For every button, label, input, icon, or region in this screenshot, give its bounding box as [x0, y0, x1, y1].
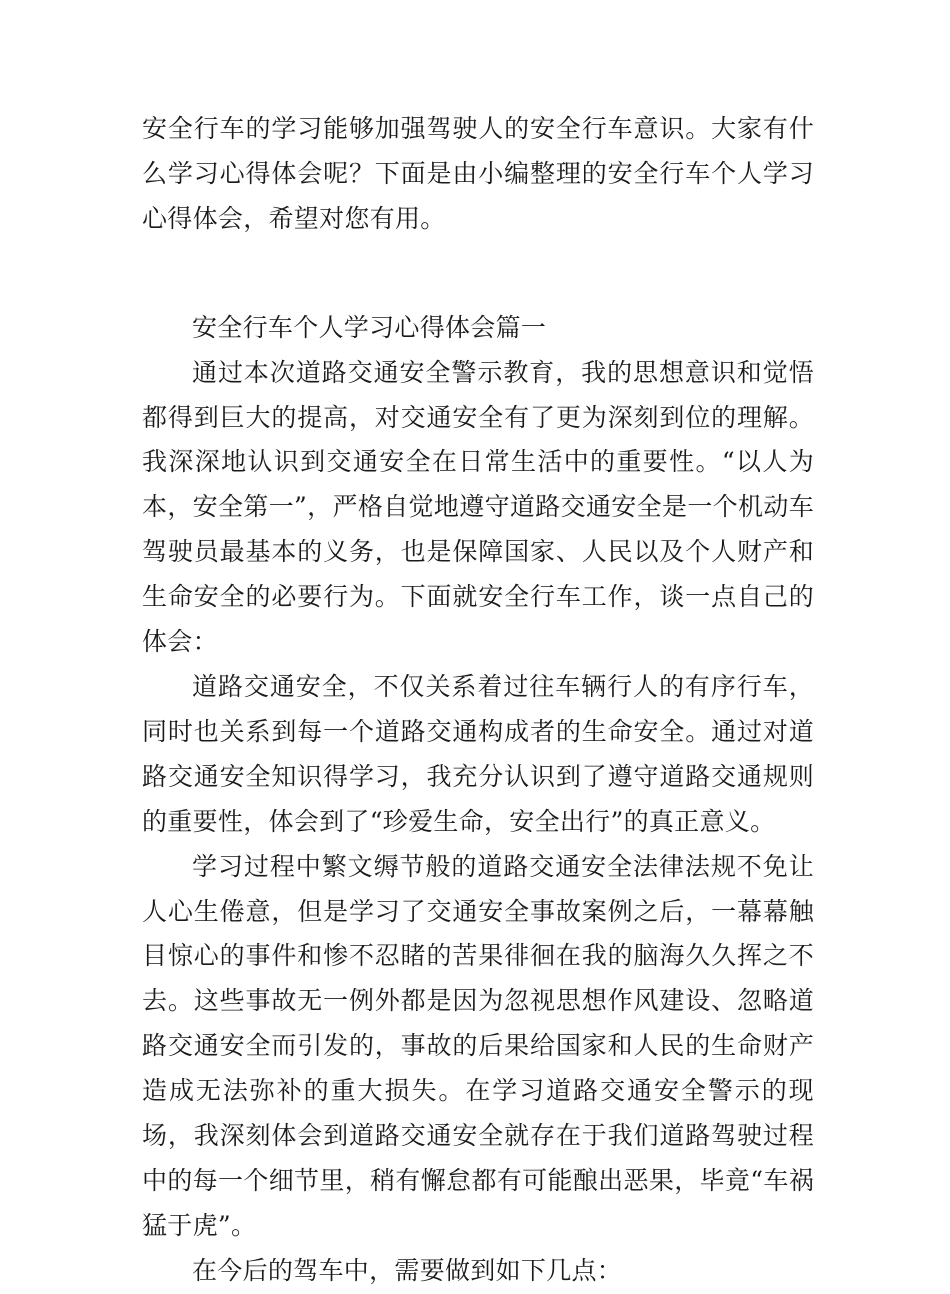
body-paragraph-1: 通过本次道路交通安全警示教育，我的思想意识和觉悟都得到巨大的提高，对交通安全有了更为深刻到位的理解。我深深地认识到交通安全在日常生活中的重要性。“以人为本，安全第一”，严格自觉地遵守道路交通安全是一个机动车驾驶员最基本的义务，也是保障国家、人民以及个人财产和生命安全的必要行为。下面就安全行车工作，谈一点自己的体会：: [142, 357, 814, 657]
document-page: [142, 107, 814, 1294]
body-paragraph-3: 学习过程中繁文缛节般的道路交通安全法律法规不免让人心生倦意，但是学习了交通安全事故案例之后，一幕幕触目惊心的事件和惨不忍睹的苦果徘徊在我的脑海久久挥之不去。这些事故无一例外都是因为忽视思想作风建设、忽略道路交通安全而引发的，事故的后果给国家和人民的生命财产造成无法弥补的重大损失。在学习道路交通安全警示的现场，我深刻体会到道路交通安全就存在于我们道路驾驶过程中的每一个细节里，稍有懈怠都有可能酿出恶果，毕竟“车祸猛于虎”。: [142, 851, 814, 1240]
intro-paragraph: 安全行车的学习能够加强驾驶人的安全行车意识。大家有什么学习心得体会呢？下面是由小编整理的安全行车个人学习心得体会，希望对您有用。: [142, 114, 814, 233]
body-paragraph-4: 在今后的驾车中，需要做到如下几点：: [192, 1255, 623, 1285]
section-title: 安全行车个人学习心得体会篇一: [192, 312, 547, 342]
body-paragraph-2: 道路交通安全，不仅关系着过往车辆行人的有序行车，同时也关系到每一个道路交通构成者的生命安全。通过对道路交通安全知识得学习，我充分认识到了遵守道路交通规则的重要性，体会到了“珍爱生命，安全出行”的真正意义。: [142, 671, 814, 836]
